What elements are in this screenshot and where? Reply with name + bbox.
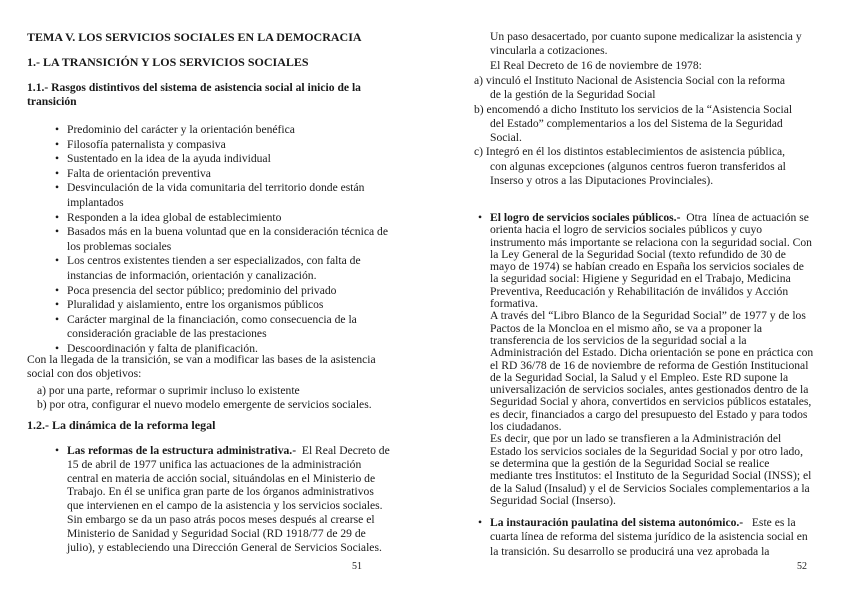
text-line: central en materia de acción social, situándolas en el Ministerio de xyxy=(67,471,376,485)
text-line: Estado los servicios sociales de la Seguridad Social y por otro lado, xyxy=(490,444,803,458)
text-line: 1.1.- Rasgos distintivos del sistema de asistencia social al inicio de la xyxy=(27,81,361,94)
objectives-list xyxy=(27,384,372,413)
text-line: vincularla a cotizaciones. xyxy=(490,44,608,58)
text-line: cuarta línea de reforma del sistema jurídico de la asistencia social en xyxy=(490,530,808,544)
decree-items xyxy=(474,74,792,188)
text-line: transferencia de los servicios de la seguridad social a la xyxy=(490,333,747,347)
text-line: instancias de información, orientación y canalización. xyxy=(67,268,317,282)
text-line: la seguridad social: Higiene y Seguridad en el Trabajo, Medicina xyxy=(490,272,791,286)
text-line: Es decir, que por un lado se transfieren a la Administración del xyxy=(490,432,782,446)
text-line: la transición. Su desarrollo se producirá una vez aprobada la xyxy=(490,544,770,558)
bullet-icon: • xyxy=(55,210,60,224)
text-line: Seguridad Social y ahora, convertidos en servicios públicos estatales, xyxy=(490,395,812,409)
logro-bullet xyxy=(478,211,814,507)
text-line: A través del “Libro Blanco de la Seguridad Social” de 1977 y de los xyxy=(490,309,806,323)
text-line: 15 de abril de 1977 unifica las actuaciones de la administración xyxy=(67,457,362,471)
list-item xyxy=(55,152,388,167)
list-item xyxy=(55,283,388,299)
text-line: Preventiva, Reeducación y Rehabilitación de inválidos y Acción xyxy=(490,284,789,298)
text-line: Los centros existentes tienden a ser especializados, con falta de xyxy=(67,254,361,268)
section-heading-1-2: 1.2.- La dinámica de la reforma legal xyxy=(27,418,216,432)
text-line xyxy=(67,444,390,458)
text-line: Con la llegada de la transición, se van a modificar las bases de la asistencia xyxy=(27,353,376,366)
text-line: transición xyxy=(27,95,77,109)
bullet-paragraph xyxy=(478,211,814,507)
text-line: Desvinculación de la vida comunitaria del territorio donde están xyxy=(67,181,365,195)
text-line: c) Integró en él los distintos establecimientos de asistencia pública, xyxy=(474,145,786,159)
bullet-icon: • xyxy=(55,123,60,136)
text-line: con algunas excepciones (algunos centros fueron transferidos al xyxy=(490,159,786,173)
text-line: de la gestión de la Seguridad Social xyxy=(490,88,656,102)
bullet-heading: Las reformas de la estructura administrativa.- xyxy=(67,444,297,457)
text-line: Carácter marginal de la financiación, como consecuencia de la xyxy=(67,312,357,326)
text-line: universalización de servicios sociales, antes gestionados dentro de la xyxy=(490,383,809,397)
bullet-icon: • xyxy=(55,225,60,239)
list-item xyxy=(55,225,388,254)
text-run: Este es la xyxy=(743,516,796,529)
text-line: a) por una parte, reformar o suprimir incluso lo existente xyxy=(37,384,300,397)
text-line: Basados más en la buena voluntad que en la consideración técnica de xyxy=(67,225,388,239)
text-line: la Ley General de la Seguridad Social (texto refundido de 30 de xyxy=(490,247,786,261)
text-line: Un paso desacertado, por cuanto supone medicalizar la asistencia y xyxy=(490,30,802,43)
bullet-icon: • xyxy=(55,152,60,166)
text-run: Otra línea de actuación se xyxy=(680,211,809,224)
text-line: formativa. xyxy=(490,297,538,311)
text-line: es decir, financiados a cargo del presupuesto del Estado y para todos xyxy=(490,407,808,421)
bullet-icon: • xyxy=(55,341,60,355)
text-line: el RD 36/78 de 16 de noviembre de reforma de Gestión Institucional xyxy=(490,358,809,372)
bullet-icon: • xyxy=(478,516,483,529)
text-line: Social. xyxy=(490,131,522,145)
text-line: julio), y estableciendo una Dirección General de Servicios Sociales. xyxy=(67,540,382,554)
list-item xyxy=(474,145,792,188)
text-line: instrumento más importante se relaciona con la seguridad social. Con xyxy=(490,235,812,249)
text-line: Seguridad Social (Inserso). xyxy=(490,493,616,507)
text-line: Pactos de la Moncloa en el mismo año, se va a proponer la xyxy=(490,321,763,335)
bullet-icon: • xyxy=(55,298,60,312)
bullet-icon: • xyxy=(55,444,60,457)
page-number: 51 xyxy=(352,561,362,572)
text-line: Sustentado en la idea de la ayuda individual xyxy=(67,152,271,166)
bullet-paragraph xyxy=(478,516,808,559)
text-line: los ciudadanos. xyxy=(490,420,562,434)
text-line: mayo de 1974) se habían creado en España los servicios sociales de xyxy=(490,260,804,274)
text-line: mediante tres Institutos: el Instituto de la Seguridad Social (INSS); el xyxy=(490,469,812,483)
text-line: El Real Decreto de 16 de noviembre de 1978: xyxy=(490,58,702,72)
text-line: consideración graciable de las prestaciones xyxy=(67,327,267,341)
text-line: Poca presencia del sector público; predominio del privado xyxy=(67,283,337,297)
text-line: de la Salud (Insalud) y el de Servicios Sociales complementarios a la xyxy=(490,481,810,495)
bullet-heading: El logro de servicios sociales públicos.- xyxy=(490,211,681,224)
text-line: que intervienen en el campo de la asistencia y los servicios sociales. xyxy=(67,499,383,513)
page-number: 52 xyxy=(797,561,807,572)
text-line: se determina que la gestión de la Seguridad Social se realice xyxy=(490,456,770,470)
list-item xyxy=(474,103,792,146)
bullet-paragraph xyxy=(55,444,390,554)
text-line: b) encomendó a dicho Instituto los servicios de la “Asistencia Social xyxy=(474,102,793,116)
text-line: Responden a la idea global de establecimiento xyxy=(67,210,282,224)
list-item xyxy=(55,210,388,226)
autonomico-bullet xyxy=(478,516,808,559)
text-run: El Real Decreto de xyxy=(296,444,390,457)
text-line: Sin embargo se da un paso atrás pocos meses después al crearse el xyxy=(67,512,375,526)
continuation-paragraph xyxy=(490,30,802,73)
text-line: Descoordinación y falta de planificación. xyxy=(67,341,258,355)
list-item xyxy=(55,123,388,138)
bullet-icon: • xyxy=(55,283,60,297)
text-line: los problemas sociales xyxy=(67,239,172,253)
list-item xyxy=(55,312,388,342)
text-line: Administración del Estado. Dicha orientación se pone en práctica con xyxy=(490,346,814,360)
text-line: Ministerio de Sanidad y Seguridad Social (RD 1918/77 de 29 de xyxy=(67,526,366,540)
list-item xyxy=(55,181,388,210)
bullet-icon: • xyxy=(55,137,60,151)
text-line: del Estado” complementarios a los del Sistema de la Seguridad xyxy=(490,116,783,130)
text-line: Trabajo. En él se unifica gran parte de los órganos administrativos xyxy=(67,485,374,499)
text-line: social con dos objetivos: xyxy=(27,367,142,381)
text-line: b) por otra, configurar el nuevo modelo emergente de servicios sociales. xyxy=(37,398,372,412)
text-line: a) vinculó el Instituto Nacional de Asistencia Social con la reforma xyxy=(474,74,785,87)
text-line: Filosofía paternalista y compasiva xyxy=(67,137,226,151)
bullet-icon: • xyxy=(478,211,483,224)
reform-bullet xyxy=(55,444,390,554)
text-line: implantados xyxy=(67,195,124,209)
list-item xyxy=(55,137,388,153)
text-line: de la Seguridad Social, la Salud y el Empleo. Este RD supone la xyxy=(490,370,789,384)
bullet-icon: • xyxy=(55,166,60,180)
list-item xyxy=(474,74,792,103)
bullet-icon: • xyxy=(55,254,60,268)
text-line: orienta hacia el logro de servicios sociales públicos y cuyo xyxy=(490,223,763,237)
section-heading-1: 1.- LA TRANSICIÓN Y LOS SERVICIOS SOCIALES xyxy=(27,55,309,69)
section-heading-1-1 xyxy=(27,81,361,110)
list-item xyxy=(55,298,388,313)
intro-paragraph xyxy=(27,353,376,382)
list-item xyxy=(55,166,388,182)
text-line: Inserso y otros a las Diputaciones Provinciales). xyxy=(490,174,714,188)
list-item xyxy=(55,254,388,283)
text-line: Pluralidad y aislamiento, entre los organismos públicos xyxy=(67,298,324,312)
features-list xyxy=(55,123,388,357)
text-line: Falta de orientación preventiva xyxy=(67,166,211,180)
chapter-title: TEMA V. LOS SERVICIOS SOCIALES EN LA DEMOCRACIA xyxy=(27,30,362,44)
text-line xyxy=(490,516,808,530)
text-line: Predominio del carácter y la orientación benéfica xyxy=(67,123,295,136)
bullet-icon: • xyxy=(55,312,60,326)
bullet-heading: La instauración paulatina del sistema autonómico.- xyxy=(490,516,744,529)
bullet-icon: • xyxy=(55,181,60,195)
